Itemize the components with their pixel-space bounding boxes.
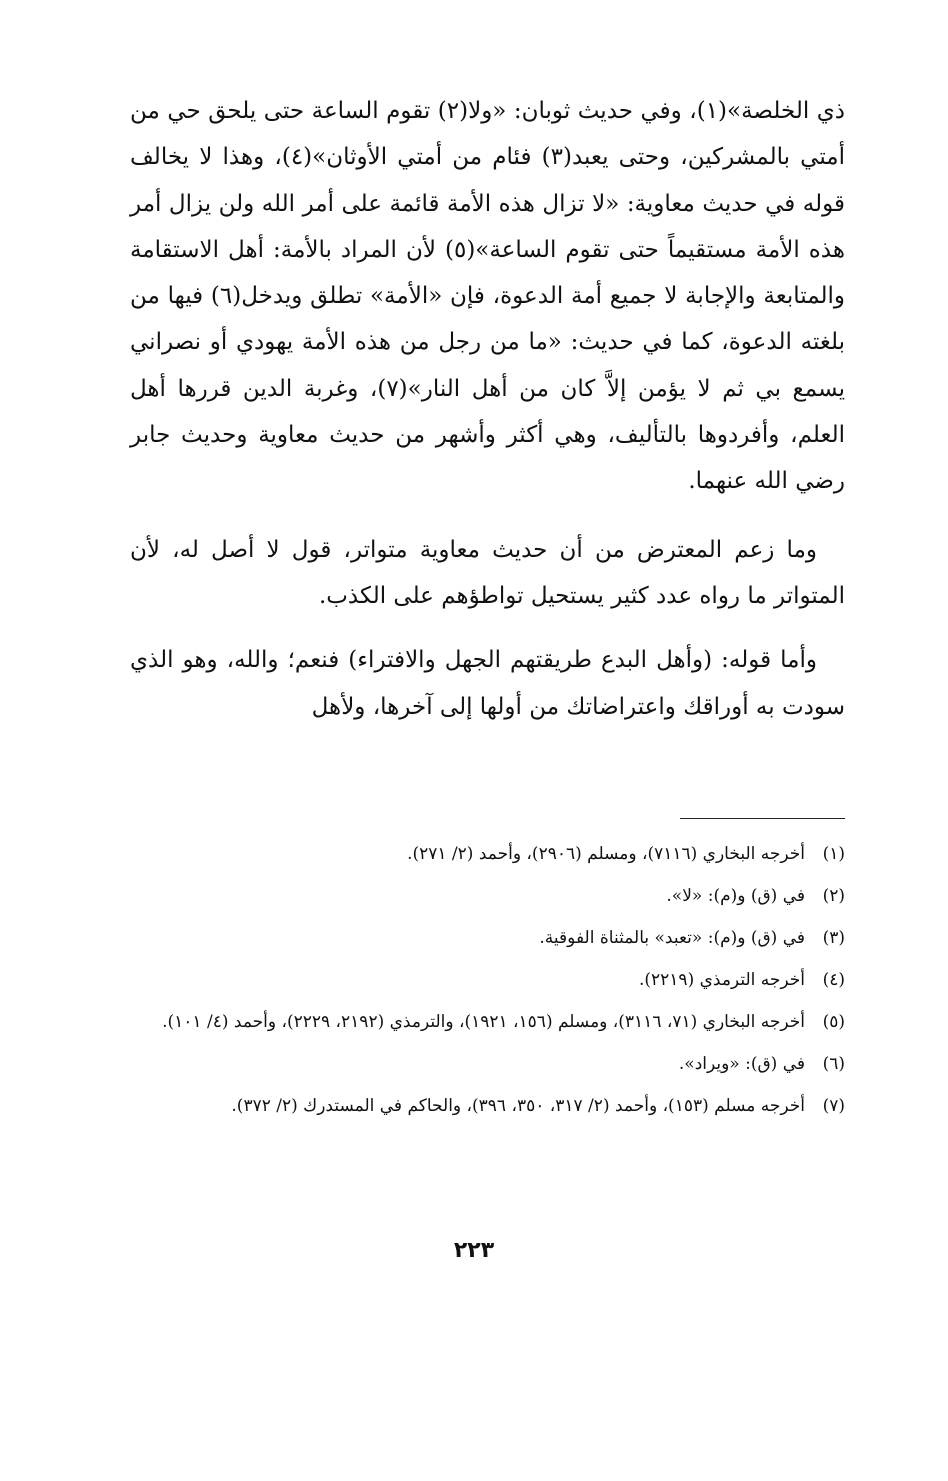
footnote-text: في (ق): «ويراد». (678, 1054, 805, 1074)
footnote-number: (٤) (822, 970, 845, 990)
footnotes-list (130, 833, 845, 1127)
footnote-text: في (ق) و(م): «تعبد» بالمثناة الفوقية. (539, 928, 805, 948)
footnote-number: (٣) (822, 928, 845, 948)
footnote-number: (١) (822, 844, 845, 864)
footnote-divider (680, 818, 845, 819)
footnote-4 (130, 959, 845, 1001)
footnote-text: أخرجه البخاري (٧١، ٣١١٦)، ومسلم (١٥٦، ١٩٢١)، والترمذي (٢١٩٢، ٢٢٢٩)، وأحمد (٤/ ١٠١). (162, 1012, 805, 1032)
footnote-number: (٥) (822, 1012, 845, 1032)
page-number: ٢٢٣ (453, 1238, 495, 1263)
paragraph-2: وما زعم المعترض من أن حديث معاوية متواتر، قول لا أصل له، لأن المتواتر ما رواه عدد كثير يستحيل تواطؤهم على الكذب. (130, 536, 845, 609)
footnote-5 (130, 1001, 845, 1043)
footnote-1 (130, 833, 845, 875)
footnote-2 (130, 875, 845, 917)
footnote-text: أخرجه الترمذي (٢٢١٩). (638, 970, 805, 990)
footnote-number: (٦) (822, 1054, 845, 1074)
footnote-text: في (ق) و(م): «لا». (666, 886, 805, 906)
footnote-6 (130, 1043, 845, 1085)
paragraph-1: ذي الخلصة»(١)، وفي حديث ثوبان: «ولا(٢) تقوم الساعة حتى يلحق حي من أمتي بالمشركين، وحتى يعبد(٣) فئام من أمتي الأوثان»(٤)، وهذا لا يخالف قوله في حديث معاوية: «لا تزال هذه الأمة قائمة على أمر الله ولن يزال أمر هذه الأمة مستقيماً حتى تقوم الساعة»(٥) لأن المراد بالأمة: أهل الاستقامة والمتابعة والإجابة لا جميع أمة الدعوة، فإن «الأمة» تطلق ويدخل(٦) فيها من بلغته الدعوة، كما في حديث: «ما من رجل من هذه الأمة يهودي أو نصراني يسمع بي ثم لا يؤمن إلاَّ كان من أهل النار»(٧)، وغربة الدين قررها أهل العلم، وأفردوها بالتأليف، وهي أكثر وأشهر من حديث معاوية وحديث جابر رضي الله عنهما. (130, 98, 846, 495)
footnote-text: أخرجه مسلم (١٥٣)، وأحمد (٢/ ٣١٧، ٣٥٠، ٣٩٦)، والحاكم في المستدرك (٢/ ٣٧٢). (231, 1096, 805, 1116)
footnote-number: (٢) (822, 886, 845, 906)
paragraph-3: وأما قوله: (وأهل البدع طريقتهم الجهل والافتراء) فنعم؛ والله، وهو الذي سودت به أوراقك واعتراضاتك من أولها إلى آخرها، ولأهل (130, 647, 845, 720)
footnote-7 (130, 1085, 845, 1127)
footnote-text: أخرجه البخاري (٧١١٦)، ومسلم (٢٩٠٦)، وأحمد (٢/ ٢٧١). (407, 844, 805, 864)
footnote-number: (٧) (822, 1096, 845, 1116)
footnote-3 (130, 917, 845, 959)
